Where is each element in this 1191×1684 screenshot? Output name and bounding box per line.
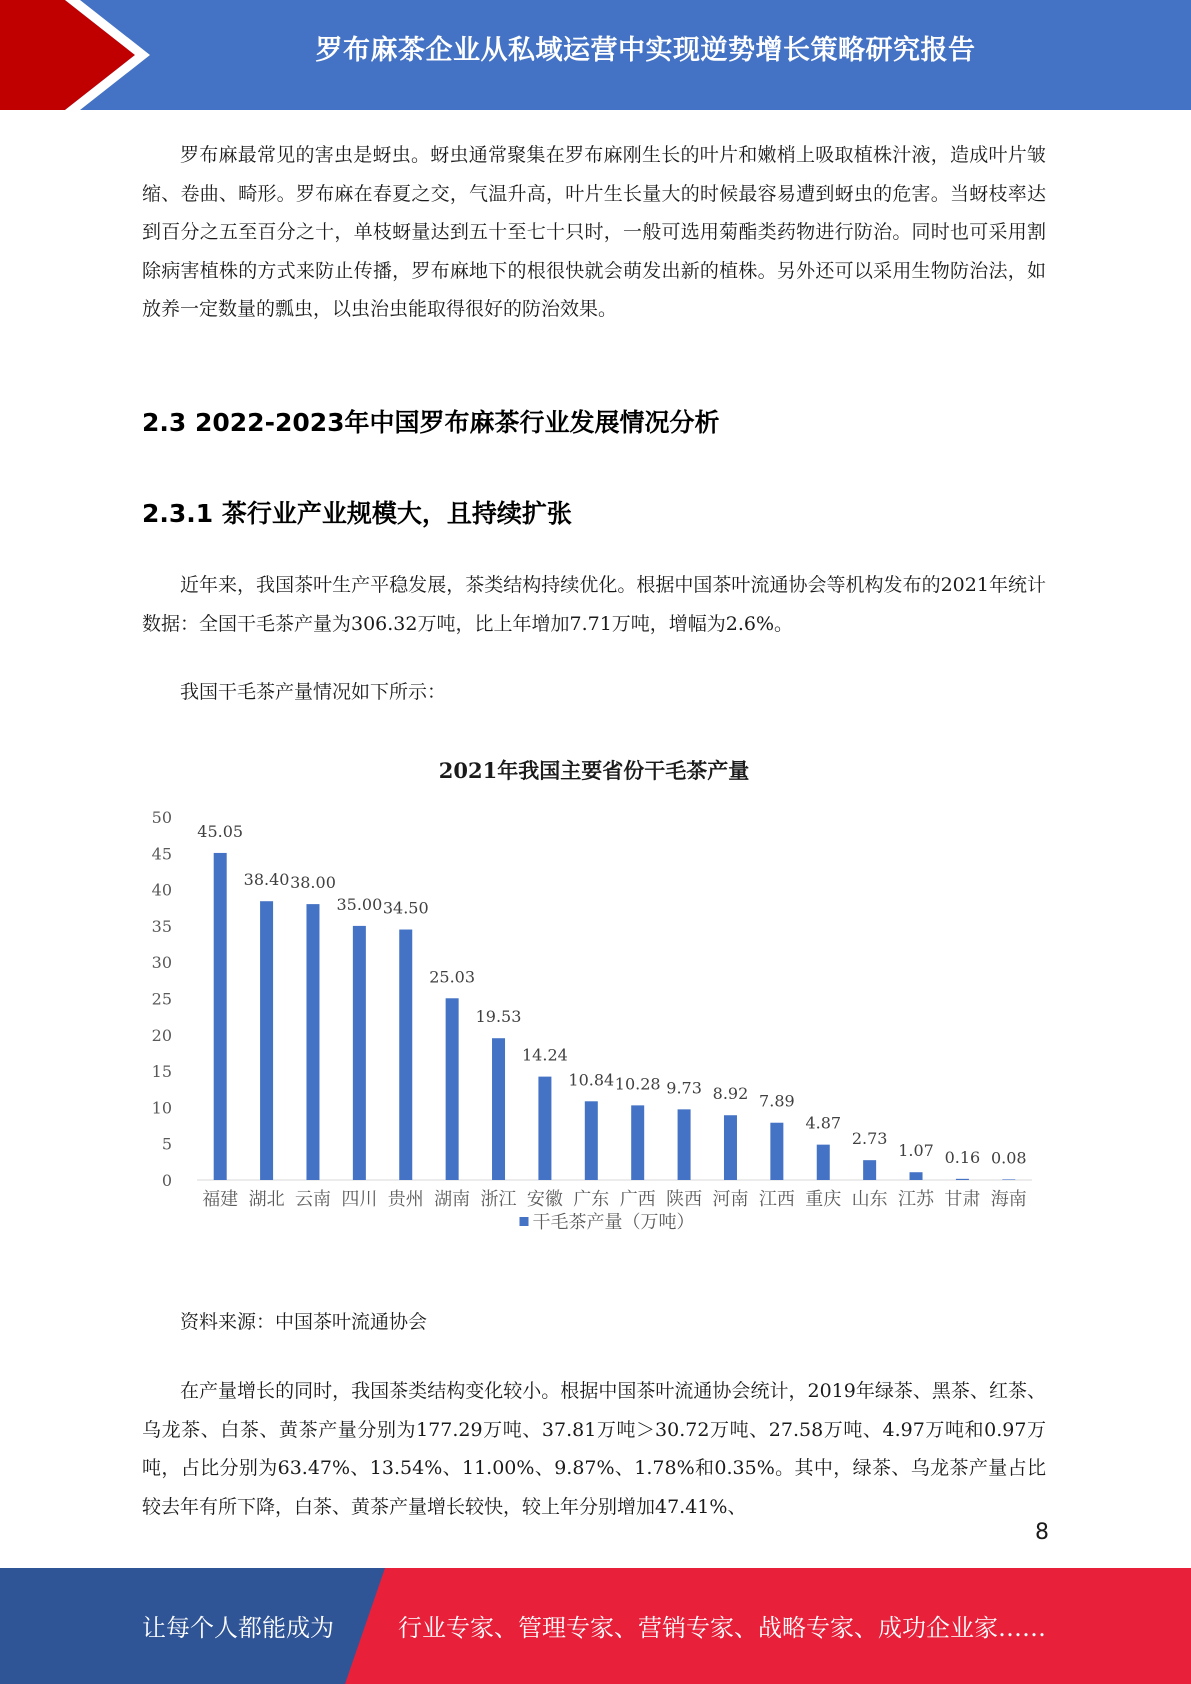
bar-湖南 [446, 998, 459, 1180]
header-title: 罗布麻茶企业从私域运营中实现逆势增长策略研究报告 [315, 35, 976, 66]
x-tick-label: 四川 [341, 1189, 378, 1210]
data-label: 19.53 [475, 1007, 522, 1027]
paragraph-pest-control: 罗布麻最常见的害虫是蚜虫。蚜虫通常聚集在罗布麻刚生长的叶片和嫩梢上吸取植株汁液，造成叶片皱缩、卷曲、畸形。罗布麻在春夏之交，气温升高，叶片生长量大的时候最容易遭到蚜虫的危害。当蚜枝率达到百分之五至百分之十，单枝蚜量达到五十至七十只时，一般可选用菊酯类药物进行防治。同时也可采用割除病害植株的方式来防止传播，罗布麻地下的根很快就会萌发出新的植株。另外还可以采用生物防治法，如放养一定数量的瓢虫，以虫治虫能取得很好的防治效果。 [142, 144, 1046, 320]
bar-江西 [770, 1123, 783, 1180]
bar-甘肃 [956, 1179, 969, 1180]
bar-江苏 [910, 1172, 923, 1180]
bar-浙江 [492, 1038, 505, 1180]
x-tick-label: 甘肃 [944, 1189, 981, 1210]
bar-chart [142, 805, 1046, 1245]
chart-source: 资料来源：中国茶叶流通协会 [180, 1311, 428, 1333]
bar-云南 [306, 904, 319, 1180]
y-tick-label: 10 [151, 1098, 172, 1118]
y-tick-label: 25 [151, 989, 172, 1009]
data-label: 1.07 [898, 1141, 934, 1161]
bar-四川 [353, 926, 366, 1180]
x-tick-label: 浙江 [480, 1189, 517, 1210]
y-tick-label: 40 [151, 880, 172, 900]
y-tick-label: 35 [151, 916, 172, 936]
x-tick-label: 重庆 [805, 1189, 842, 1210]
data-label: 0.08 [990, 1148, 1027, 1168]
y-tick-label: 30 [151, 953, 172, 973]
x-tick-label: 河南 [712, 1189, 749, 1210]
x-tick-label: 江西 [758, 1189, 795, 1210]
bar-海南 [1002, 1179, 1015, 1180]
y-tick-label: 50 [151, 808, 172, 827]
data-label: 38.40 [243, 870, 290, 890]
data-label: 25.03 [429, 967, 476, 987]
data-label: 34.50 [382, 898, 429, 918]
paragraph-chart-intro: 我国干毛茶产量情况如下所示： [180, 681, 447, 703]
page-footer [0, 1568, 1191, 1684]
data-label: 7.89 [759, 1091, 795, 1111]
data-label: 10.84 [568, 1070, 615, 1090]
section-heading-2-3-1: 2.3.1 茶行业产业规模大，且持续扩张 [142, 499, 572, 528]
x-tick-label: 湖北 [248, 1189, 285, 1210]
bar-贵州 [399, 930, 412, 1180]
x-tick-label: 山东 [851, 1189, 888, 1210]
bar-湖北 [260, 901, 273, 1180]
page-number: 8 [1035, 1520, 1049, 1545]
chart-title: 2021年我国主要省份干毛茶产量 [438, 758, 750, 783]
bar-河南 [724, 1115, 737, 1180]
x-tick-label: 海南 [990, 1189, 1027, 1210]
x-tick-label: 安徽 [526, 1189, 563, 1210]
data-label: 2.73 [851, 1129, 888, 1149]
bar-广西 [631, 1105, 644, 1180]
bar-安徽 [538, 1077, 551, 1180]
page-header [0, 0, 1191, 110]
data-label: 8.92 [712, 1084, 749, 1104]
legend-swatch [520, 1217, 529, 1226]
data-label: 38.00 [290, 873, 336, 893]
footer-slogan-left: 让每个人都能成为 [142, 1614, 334, 1642]
x-tick-label: 江苏 [898, 1189, 935, 1210]
x-tick-label: 广西 [619, 1189, 656, 1210]
paragraph-tea-structure: 在产量增长的同时，我国茶类结构变化较小。根据中国茶叶流通协会统计，2019年绿茶、黑茶、红茶、乌龙茶、白茶、黄茶产量分别为177.29万吨、37.81万吨＞30.72万吨、27.58万吨、4.97万吨和0.97万吨，占比分别为63.47%、13.54%、11.00%、9.87%、1.78%和0.35%。其中，绿茶、乌龙茶产量占比较去年有所下降，白茶、黄茶产量增长较快，较上年分别增加47.41%、 [142, 1380, 1046, 1518]
data-label: 4.87 [805, 1113, 842, 1133]
data-label: 0.16 [944, 1147, 981, 1167]
data-label: 35.00 [336, 894, 383, 914]
y-tick-label: 0 [161, 1171, 172, 1190]
y-tick-label: 15 [151, 1062, 172, 1082]
y-tick-label: 5 [161, 1134, 172, 1154]
section-heading-2-3: 2.3 2022-2023年中国罗布麻茶行业发展情况分析 [142, 408, 720, 437]
paragraph-tea-production: 近年来，我国茶叶生产平稳发展，茶类结构持续优化。根据中国茶叶流通协会等机构发布的2021年统计数据：全国干毛茶产量为306.32万吨，比上年增加7.71万吨，增幅为2.6%。 [142, 574, 1046, 635]
x-tick-label: 广东 [573, 1189, 610, 1210]
bar-广东 [585, 1101, 598, 1180]
x-tick-label: 陕西 [666, 1189, 703, 1210]
bar-陕西 [678, 1109, 691, 1180]
legend-label: 干毛茶产量（万吨） [532, 1212, 695, 1233]
data-label: 14.24 [522, 1045, 568, 1065]
x-tick-label: 贵州 [387, 1189, 424, 1210]
y-tick-label: 45 [151, 844, 172, 864]
x-tick-label: 湖南 [434, 1189, 471, 1210]
bar-重庆 [817, 1145, 830, 1180]
data-label: 9.73 [666, 1078, 702, 1098]
x-tick-label: 云南 [294, 1189, 331, 1210]
header-chevron-icon [0, 0, 160, 110]
y-tick-label: 20 [151, 1025, 172, 1045]
bar-山东 [863, 1160, 876, 1180]
data-label: 45.05 [197, 821, 244, 841]
bar-福建 [214, 853, 227, 1180]
footer-slogan-right: 行业专家、管理专家、营销专家、战略专家、成功企业家…… [398, 1614, 1046, 1642]
x-tick-label: 福建 [202, 1189, 239, 1210]
data-label: 10.28 [614, 1074, 661, 1094]
